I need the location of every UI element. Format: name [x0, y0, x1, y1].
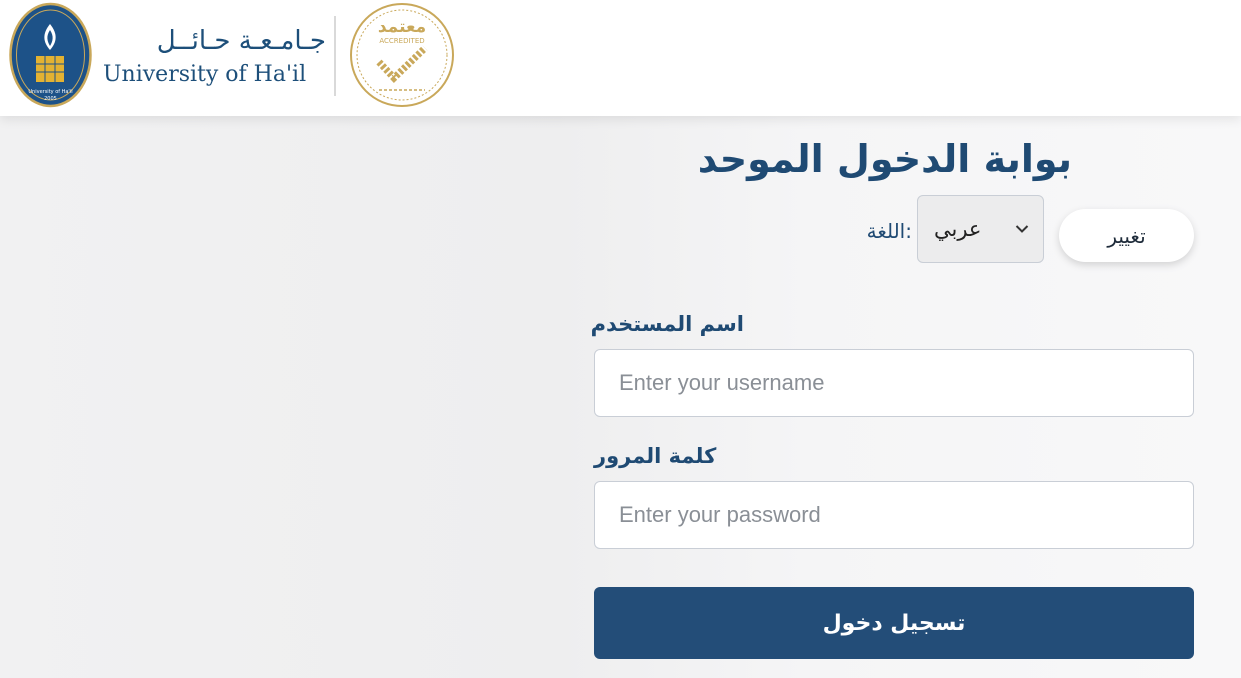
seal-text: University of Ha'il — [28, 89, 73, 95]
password-label: كلمة المرور — [594, 444, 717, 468]
site-header — [0, 0, 1241, 116]
language-selected-value: عربي — [934, 217, 982, 241]
logo-arabic-wordmark: جـامـعـة حـائــل — [156, 26, 326, 56]
username-input[interactable] — [594, 349, 1194, 417]
page-title: بوابة الدخول الموحد — [697, 137, 1072, 181]
accredited-english: ACCREDITED — [379, 37, 425, 45]
chevron-down-icon — [1015, 224, 1029, 234]
logo-divider — [334, 16, 336, 96]
seal-year: 2005 — [44, 96, 57, 102]
accredited-badge — [349, 2, 455, 108]
accredited-arabic: معتمد — [377, 17, 427, 37]
university-seal-logo[interactable] — [9, 2, 92, 108]
password-input[interactable] — [594, 481, 1194, 549]
logo-english-wordmark: University of Ha'il — [103, 62, 307, 87]
login-button[interactable]: تسجيل دخول — [594, 587, 1194, 659]
username-label: اسم المستخدم — [590, 312, 744, 336]
language-select[interactable] — [917, 195, 1044, 263]
change-language-button[interactable]: تغيير — [1059, 209, 1194, 262]
language-label: اللغة: — [866, 219, 912, 243]
